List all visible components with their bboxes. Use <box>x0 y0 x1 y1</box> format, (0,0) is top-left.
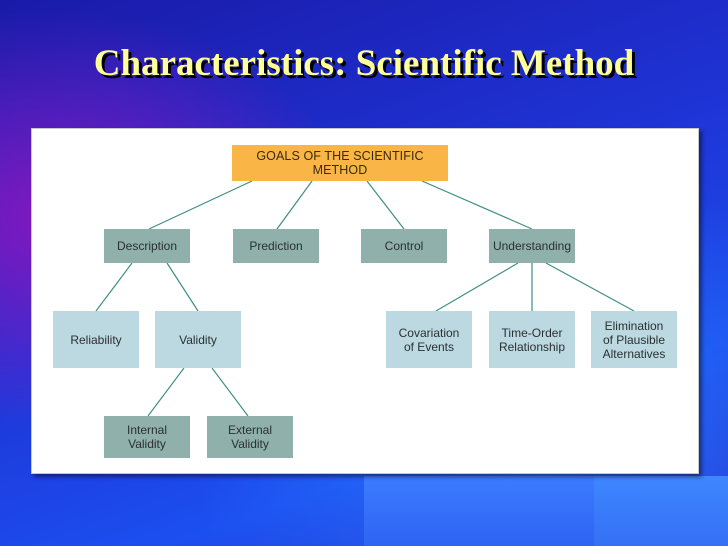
connector-description-validity <box>167 263 198 311</box>
node-goals-of-scientific-method: GOALS OF THE SCIENTIFIC METHOD <box>232 145 448 181</box>
node-time-order-relationship: Time-Order Relationship <box>489 311 575 368</box>
diagram-panel <box>31 128 699 474</box>
node-validity: Validity <box>155 311 241 368</box>
connector-validity-external <box>212 368 248 416</box>
connector-validity-internal <box>148 368 184 416</box>
background-block-left <box>364 476 594 546</box>
connector-understanding-covariation <box>436 263 518 311</box>
connector-goals-description <box>149 181 252 229</box>
node-prediction: Prediction <box>233 229 319 263</box>
connector-goals-understanding <box>422 181 532 229</box>
node-covariation-of-events: Covariation of Events <box>386 311 472 368</box>
slide-title: Characteristics: Scientific Method <box>93 43 635 84</box>
background-block-right <box>594 476 728 546</box>
node-elimination-of-plausible-alternatives: Elimination of Plausible Alternatives <box>591 311 677 368</box>
node-internal-validity: Internal Validity <box>104 416 190 458</box>
connector-goals-control <box>367 181 404 229</box>
node-external-validity: External Validity <box>207 416 293 458</box>
node-reliability: Reliability <box>53 311 139 368</box>
connector-description-reliability <box>96 263 132 311</box>
connector-understanding-elimination <box>546 263 634 311</box>
node-description: Description <box>104 229 190 263</box>
connector-goals-prediction <box>277 181 312 229</box>
node-control: Control <box>361 229 447 263</box>
node-understanding: Understanding <box>489 229 575 263</box>
